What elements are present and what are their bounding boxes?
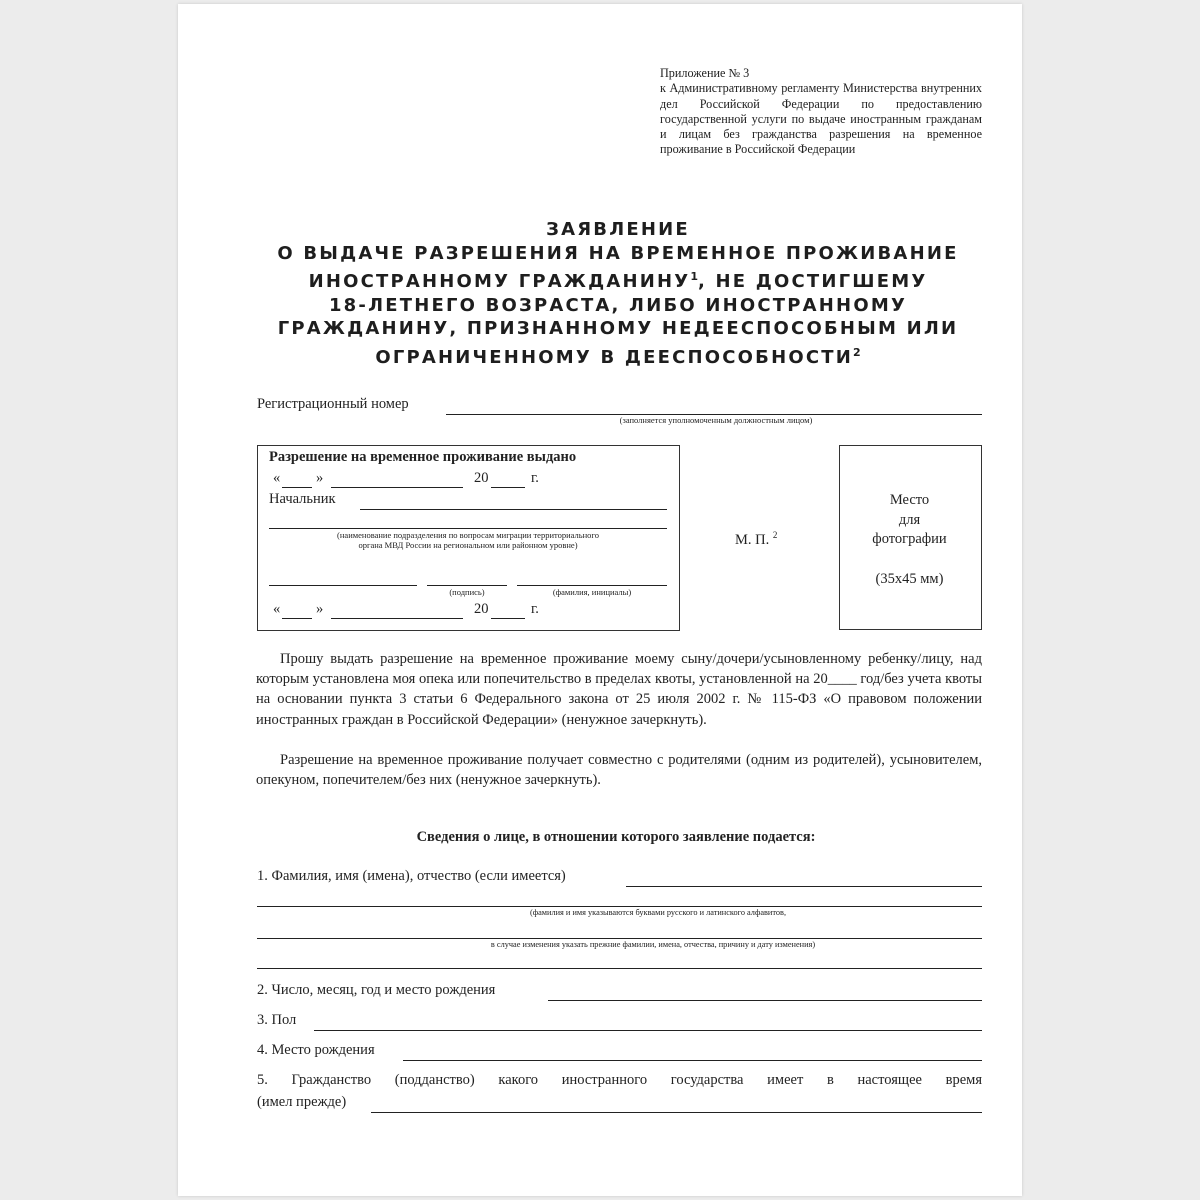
- birthplace-input-line[interactable]: [403, 1060, 982, 1061]
- signature-field[interactable]: [427, 585, 507, 586]
- date2-quote-open: «: [273, 601, 281, 617]
- position-field[interactable]: [269, 585, 417, 586]
- section-title: Сведения о лице, в отношении которого заявление подается:: [416, 829, 816, 845]
- appendix-number: Приложение № 3: [660, 66, 750, 80]
- date2-quote-close: »: [316, 601, 324, 617]
- name-input-line-4[interactable]: [257, 968, 982, 969]
- registration-note: (заполняется уполномоченным должностным лицом): [619, 415, 813, 425]
- field-2-label: 2. Число, месяц, год и место рождения: [257, 982, 496, 998]
- year2-field[interactable]: [491, 618, 525, 619]
- title-line-6: ОГРАНИЧЕННОМУ В ДЕЕСПОСОБНОСТИ$^2$: [375, 345, 861, 368]
- request-paragraph: Прошу выдать разрешение на временное проживание моему сыну/дочери/усыновленному ребенку/лицу, над которым установлена моя опека или попечительство в пределах квоты, установленной на 20____ год/без учета квоты на основании пункта 3 статьи 6 Федерального закона от 25 июля 2002 г. № 115-ФЗ «О правовом положении иностранных граждан в Российской Федерации» (ненужное зачеркнуть).: [256, 651, 982, 728]
- month2-field[interactable]: [331, 618, 463, 619]
- birth-date-input-line[interactable]: [548, 1000, 982, 1001]
- photo-caption: Место для фотографии (35х45 мм): [839, 491, 980, 589]
- field-1-note-1: (фамилия и имя указываются буквами русского и латинского алфавитов,: [529, 908, 787, 917]
- name-note: (фамилия, инициалы): [552, 587, 632, 597]
- title-line-1: ЗАЯВЛЕНИЕ: [546, 219, 690, 240]
- year-prefix: 20: [474, 470, 489, 486]
- field-4-label: 4. Место рождения: [257, 1042, 375, 1058]
- title-line-3: ИНОСТРАННОМУ ГРАЖДАНИНУ$^1$, НЕ ДОСТИГШЕМУ: [308, 270, 928, 292]
- name-input-line-3[interactable]: [257, 938, 982, 939]
- name-input-line[interactable]: [626, 886, 982, 887]
- year-field[interactable]: [491, 487, 525, 488]
- department-field[interactable]: [269, 528, 667, 529]
- stamp-label: М. П. $^2$: [735, 530, 778, 548]
- appendix-text: к Административному регламенту Министерства внутренних дел Российской Федерации по предоставлению государственной услуги по выдаче иностранным гражданам и лицам без гражданства разрешения на временное проживание в Российской Федерации: [660, 81, 982, 157]
- footnote-2-mark: 2: [853, 345, 861, 359]
- signature-note: (подпись): [449, 587, 485, 597]
- name-input-line-2[interactable]: [257, 906, 982, 907]
- field-1-label: 1. Фамилия, имя (имена), отчество (если имеется): [257, 868, 566, 884]
- chief-field[interactable]: [360, 509, 667, 510]
- year2-prefix: 20: [474, 601, 489, 617]
- document-title: [238, 218, 998, 369]
- citizenship-input-line[interactable]: [371, 1112, 982, 1113]
- joint-paragraph: Разрешение на временное проживание получает совместно с родителями (одним из родителей), усыновителем, опекуном, попечителем/без них (ненужное зачеркнуть).: [256, 752, 982, 789]
- date-quote-close: »: [316, 470, 324, 486]
- registration-label: Регистрационный номер: [257, 396, 409, 412]
- title-line-2: О ВЫДАЧЕ РАЗРЕШЕНИЯ НА ВРЕМЕННОЕ ПРОЖИВАНИЕ: [277, 242, 959, 264]
- field-3-label: 3. Пол: [257, 1012, 297, 1028]
- title-line-4: 18-ЛЕТНЕГО ВОЗРАСТА, ЛИБО ИНОСТРАННОМУ: [328, 294, 908, 316]
- document-page: [178, 4, 1022, 1196]
- field-5-label-cont: (имел прежде): [257, 1094, 347, 1110]
- appendix-note: [660, 66, 982, 158]
- year2-suffix: г.: [531, 601, 539, 617]
- chief-label: Начальник: [269, 491, 336, 507]
- field-1-note-2: в случае изменения указать прежние фамилии, имена, отчества, причину и дату изменения): [490, 940, 816, 949]
- day-field[interactable]: [282, 487, 312, 488]
- permit-heading: Разрешение на временное проживание выдано: [269, 449, 577, 465]
- sex-input-line[interactable]: [314, 1030, 982, 1031]
- title-line-5: ГРАЖДАНИНУ, ПРИЗНАННОМУ НЕДЕЕСПОСОБНЫМ ИЛИ: [277, 318, 959, 339]
- day2-field[interactable]: [282, 618, 312, 619]
- department-note: (наименование подразделения по вопросам миграции территориального органа МВД России на региональном или районном уровне): [337, 530, 599, 550]
- field-5-label: 5. Гражданство (подданство) какого иностранного государства имеет в настоящее время: [257, 1072, 982, 1088]
- year-suffix: г.: [531, 470, 539, 486]
- date-quote-open: «: [273, 470, 281, 486]
- name-field[interactable]: [517, 585, 667, 586]
- photo-size: (35х45 мм): [875, 570, 944, 587]
- footnote-1-mark: 1: [690, 270, 699, 283]
- month-field[interactable]: [331, 487, 463, 488]
